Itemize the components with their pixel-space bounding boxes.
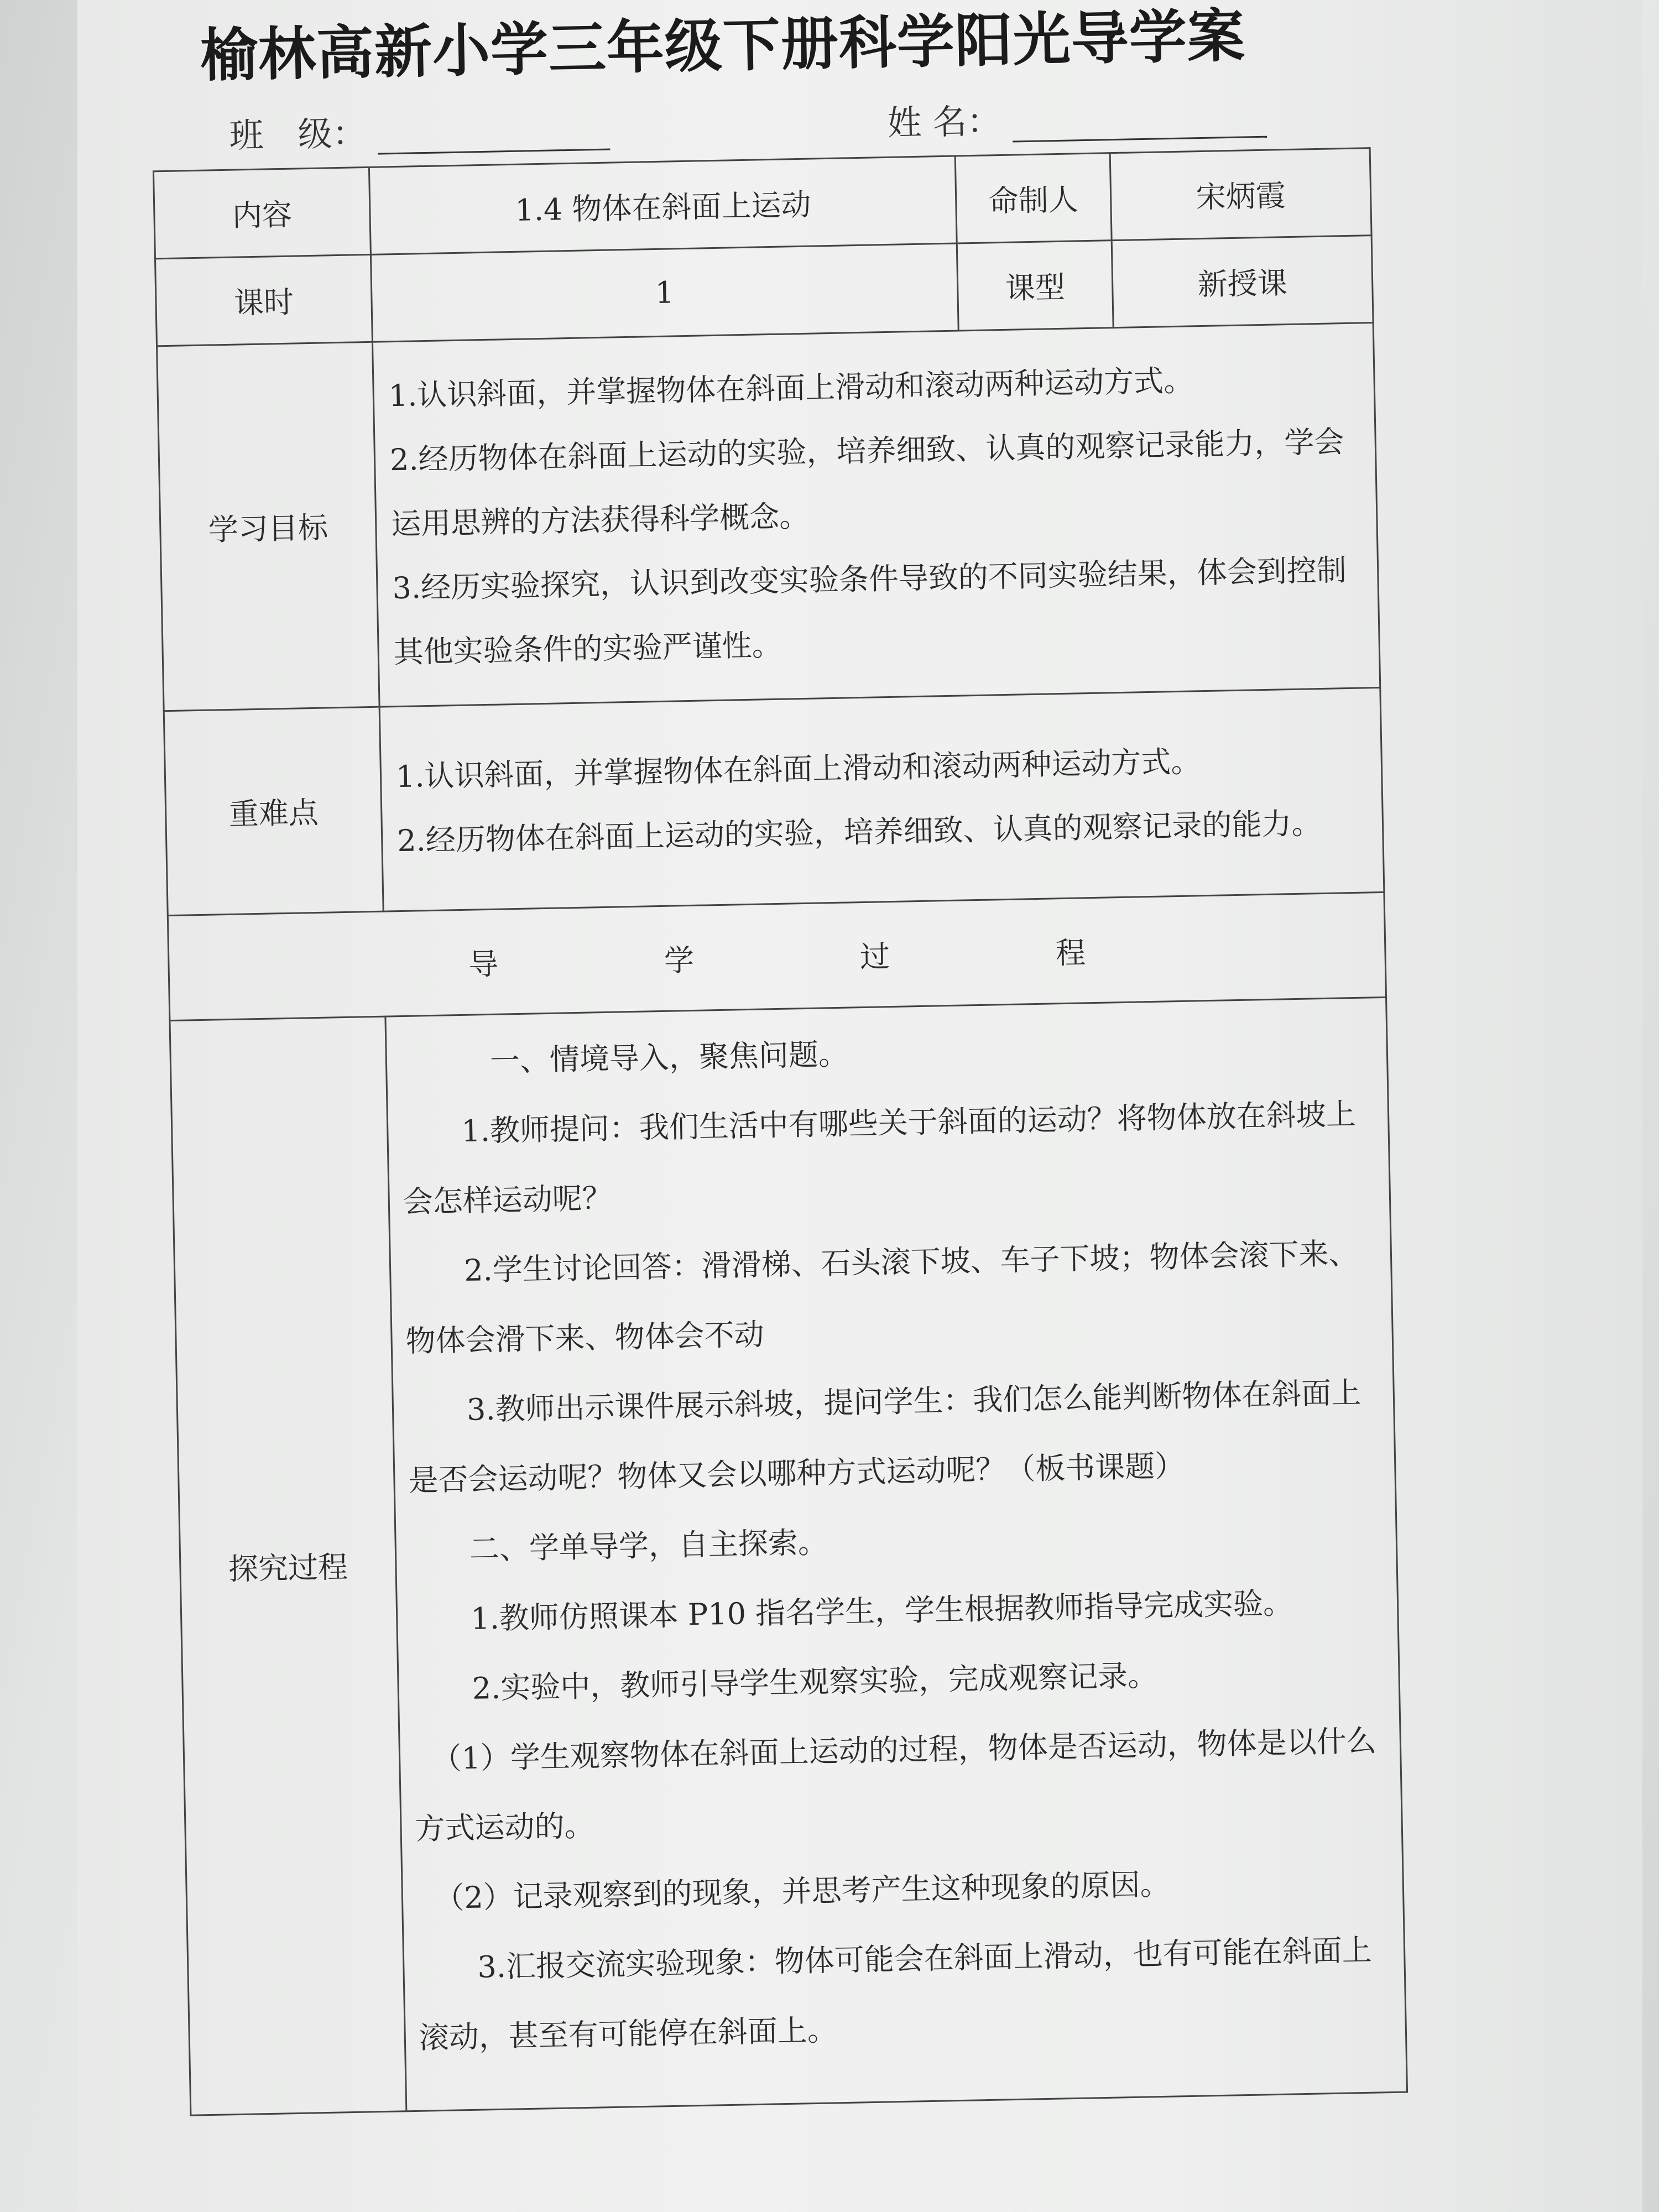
process-label: 探究过程 — [170, 1016, 406, 2115]
objective-item: 3.经历实验探究，认识到改变实验条件导致的不同实验结果，体会到控制其他实验条件的实验严谨性。 — [392, 552, 1347, 670]
key-point-item: 2.经历物体在斜面上运动的实验，培养细致、认真的观察记录的能力。 — [397, 805, 1322, 858]
content-label: 内容 — [153, 167, 371, 258]
process-row — [170, 997, 1407, 2115]
type-value: 新授课 — [1112, 236, 1373, 328]
class-label: 班 级： — [229, 112, 367, 156]
content-value: 1.4 物体在斜面上运动 — [369, 156, 957, 254]
process-item: 1.教师提问：我们生活中有哪些关于斜面的运动？将物体放在斜坡上会怎样运动呢？ — [403, 1096, 1357, 1220]
objectives-content — [372, 323, 1380, 707]
banner-char: 学 — [664, 942, 695, 978]
name-blank-line — [1012, 103, 1267, 143]
name-label: 姓 名： — [886, 100, 1001, 143]
process-sub-item: （1）学生观察物体在斜面上运动的过程，物体是否运动，物体是以什么方式运动的。 — [414, 1723, 1377, 1846]
section-title: 一、情境导入，聚焦问题。 — [489, 1036, 849, 1078]
objectives-label: 学习目标 — [157, 342, 380, 711]
author-label: 命制人 — [955, 153, 1112, 243]
lesson-table — [153, 147, 1408, 2116]
class-blank-line — [377, 116, 610, 155]
key-points-content — [379, 687, 1384, 911]
process-sub-item: （2）记录观察到的现象，并思考产生这种现象的原因。 — [434, 1866, 1171, 1916]
key-points-row — [164, 687, 1384, 915]
objective-item: 1.认识斜面，并掌握物体在斜面上滑动和滚动两种运动方式。 — [388, 362, 1194, 413]
author-value: 宋炳霞 — [1110, 148, 1371, 241]
period-label: 课时 — [155, 254, 372, 346]
process-item: 2.实验中，教师引导学生观察实验，完成观察记录。 — [472, 1658, 1158, 1706]
key-points-label: 重难点 — [164, 707, 383, 915]
process-content — [385, 997, 1407, 2111]
process-item: 2.学生讨论回答：滑滑梯、石头滚下坡、车子下坡；物体会滚下来、物体会滑下来、物体会不动 — [405, 1235, 1359, 1359]
process-item: 3.教师出示课件展示斜坡，提问学生：我们怎么能判断物体在斜面上是否会运动呢？物体又会以哪种方式运动呢？（板书课题） — [408, 1375, 1361, 1498]
name-field — [887, 88, 1267, 145]
process-item: 3.汇报交流实验现象：物体可能会在斜面上滑动，也有可能在斜面上滚动，甚至有可能停在斜面上。 — [419, 1932, 1373, 2056]
period-value: 1 — [371, 243, 958, 342]
process-item: 1.教师仿照课本 P10 指名学生，学生根据教师指导完成实验。 — [470, 1585, 1293, 1636]
section-title: 二、学单导学，自主探索。 — [469, 1525, 828, 1567]
key-point-item: 1.认识斜面，并掌握物体在斜面上滑动和滚动两种运动方式。 — [395, 743, 1201, 794]
class-field — [229, 101, 611, 158]
banner-char: 程 — [1055, 935, 1086, 971]
type-label: 课型 — [957, 241, 1113, 331]
page-title: 榆林高新小学三年级下册科学阳光导学案 — [199, 2, 1246, 90]
banner-char: 导 — [468, 946, 499, 982]
objectives-row — [157, 323, 1380, 711]
banner-char: 过 — [859, 939, 890, 975]
objective-item: 2.经历物体在斜面上运动的实验，培养细致、认真的观察记录能力，学会运用思辨的方法获得科学概念。 — [389, 424, 1344, 541]
